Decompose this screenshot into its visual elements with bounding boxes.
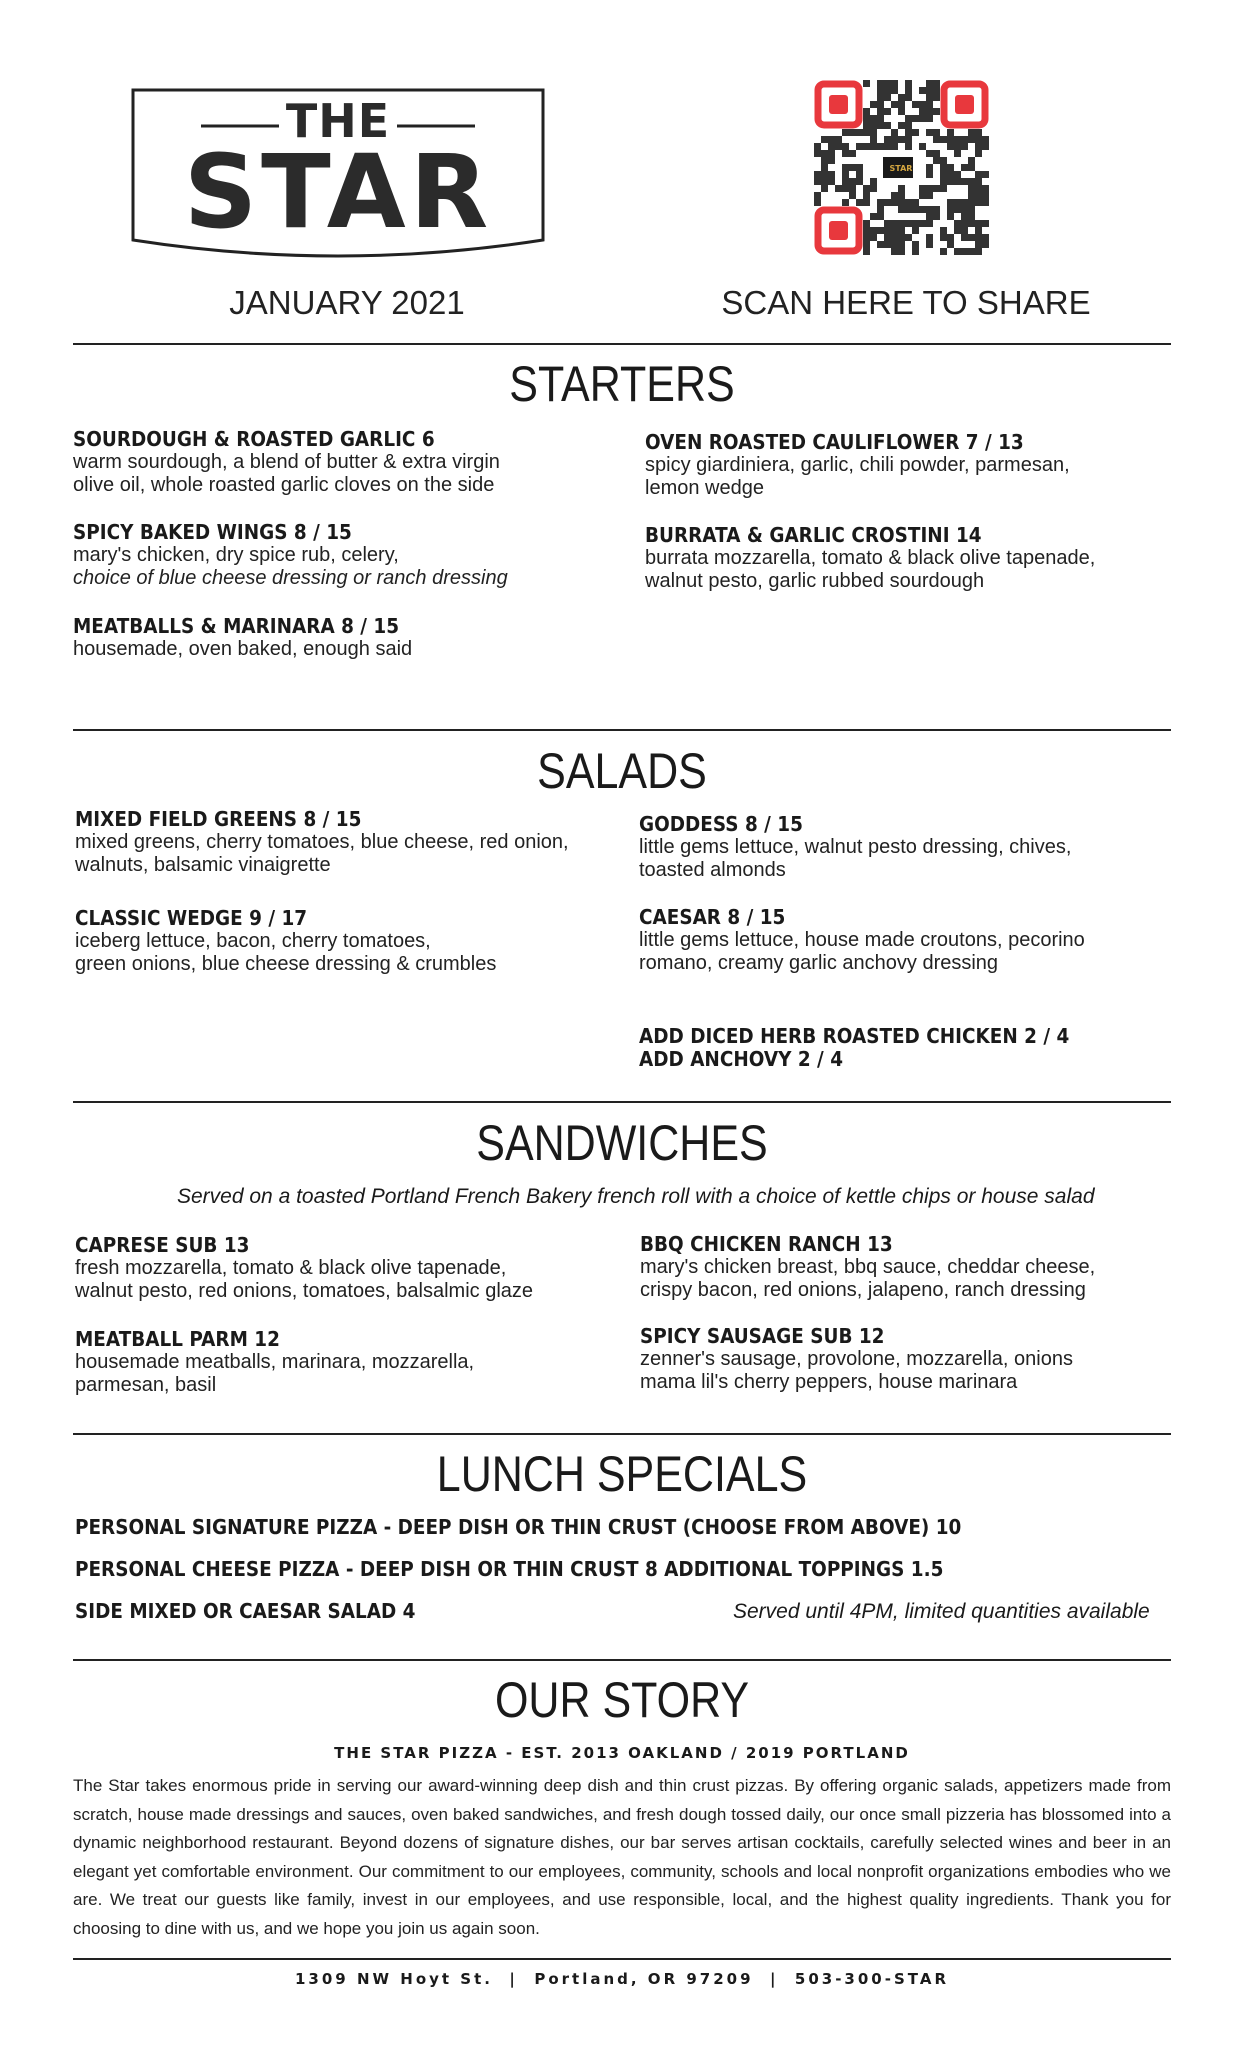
- menu-item: [73, 427, 613, 497]
- menu-item: [73, 614, 613, 661]
- item-name: BBQ CHICKEN RANCH 13: [640, 1232, 893, 1256]
- special-line: PERSONAL SIGNATURE PIZZA - DEEP DISH OR THIN CRUST (CHOOSE FROM ABOVE) 10: [75, 1515, 962, 1539]
- divider: [73, 1101, 1171, 1103]
- item-name: OVEN ROASTED CAULIFLOWER 7 / 13: [645, 430, 1024, 454]
- divider: [73, 343, 1171, 345]
- menu-item: [640, 1324, 1180, 1394]
- addon-chicken: ADD DICED HERB ROASTED CHICKEN 2 / 4: [639, 1024, 1070, 1048]
- lunch-note: Served until 4PM, limited quantities available: [733, 1600, 1150, 1623]
- logo-star: STAR: [183, 133, 493, 252]
- item-desc: fresh mozzarella, tomato & black olive tapenade, walnut pesto, red onions, tomatoes, balsalmic glaze: [75, 1257, 534, 1302]
- menu-item: [75, 1233, 615, 1303]
- footer-contact: 1309 NW Hoyt St. | Portland, OR 97209 | 503-300-STAR: [294, 1970, 949, 1988]
- item-desc: warm sourdough, a blend of butter & extra virgin olive oil, whole roasted garlic cloves on the side: [73, 451, 500, 496]
- menu-item: [75, 1327, 615, 1397]
- item-desc: housemade meatballs, marinara, mozzarella, parmesan, basil: [75, 1351, 475, 1396]
- qr-caption: SCAN HERE TO SHARE: [721, 284, 1091, 321]
- qr-center-label: STAR: [889, 164, 913, 173]
- item-name: CAESAR 8 / 15: [639, 905, 786, 929]
- sandwich-note: Served on a toasted Portland French Bakery french roll with a choice of kettle chips or house salad: [177, 1185, 1095, 1208]
- section-title-story: OUR STORY: [494, 1672, 750, 1728]
- menu-item: [73, 520, 613, 590]
- item-desc-italic: choice of blue cheese dressing or ranch dressing: [73, 567, 508, 589]
- item-desc: mary's chicken, dry spice rub, celery,: [73, 544, 399, 566]
- item-name: SOURDOUGH & ROASTED GARLIC 6: [73, 427, 435, 451]
- divider: [73, 1433, 1171, 1435]
- divider: [73, 729, 1171, 731]
- divider: [73, 1659, 1171, 1661]
- divider: [73, 1958, 1171, 1960]
- item-name: MIXED FIELD GREENS 8 / 15: [75, 807, 362, 831]
- item-desc: mixed greens, cherry tomatoes, blue cheese, red onion, walnuts, balsamic vinaigrette: [75, 831, 569, 876]
- menu-item: [645, 523, 1185, 593]
- item-desc: burrata mozzarella, tomato & black olive tapenade, walnut pesto, garlic rubbed sourdough: [645, 547, 1096, 592]
- menu-item: [75, 906, 615, 976]
- special-line: SIDE MIXED OR CAESAR SALAD 4: [75, 1599, 416, 1623]
- item-name: CAPRESE SUB 13: [75, 1233, 250, 1257]
- menu-item: [639, 905, 1179, 975]
- special-line: PERSONAL CHEESE PIZZA - DEEP DISH OR THIN CRUST 8 ADDITIONAL TOPPINGS 1.5: [75, 1557, 944, 1581]
- item-name: MEATBALLS & MARINARA 8 / 15: [73, 614, 400, 638]
- section-title-sandwiches: SANDWICHES: [476, 1115, 768, 1171]
- item-desc: housemade, oven baked, enough said: [73, 638, 413, 660]
- menu-item: [75, 807, 615, 877]
- item-name: SPICY SAUSAGE SUB 12: [640, 1324, 885, 1348]
- item-desc: little gems lettuce, walnut pesto dressing, chives, toasted almonds: [639, 836, 1072, 881]
- logo-the: THE: [285, 94, 391, 148]
- logo: [131, 88, 545, 260]
- menu-item: [640, 1232, 1180, 1302]
- item-name: CLASSIC WEDGE 9 / 17: [75, 906, 308, 930]
- item-desc: zenner's sausage, provolone, mozzarella, onions mama lil's cherry peppers, house marinara: [640, 1348, 1073, 1393]
- addon-anchovy: ADD ANCHOVY 2 / 4: [639, 1047, 843, 1071]
- item-name: GODDESS 8 / 15: [639, 812, 803, 836]
- menu-item: [639, 812, 1179, 882]
- item-name: BURRATA & GARLIC CROSTINI 14: [645, 523, 982, 547]
- menu-date: JANUARY 2021: [229, 284, 465, 321]
- menu-item: [645, 430, 1185, 500]
- section-title-starters: STARTERS: [509, 356, 735, 412]
- section-title-salads: SALADS: [537, 743, 707, 799]
- story-subtitle: THE STAR PIZZA - EST. 2013 OAKLAND / 2019 PORTLAND: [334, 1744, 910, 1762]
- qr-code[interactable]: [814, 80, 989, 260]
- item-desc: spicy giardiniera, garlic, chili powder, parmesan, lemon wedge: [645, 454, 1070, 499]
- item-desc: little gems lettuce, house made croutons, pecorino romano, creamy garlic anchovy dressing: [639, 929, 1085, 974]
- story-body: The Star takes enormous pride in serving our award-winning deep dish and thin crust pizzas. By offering organic salads, appetizers made from scratch, house made dressings and sauces, oven baked sandwiches, and fresh dough tossed daily, our once small pizzeria has blossomed into a dynamic neighborhood restaurant. Beyond dozens of signature dishes, our bar serves artisan cocktails, carefully selected wines and beer in an elegant yet comfortable environment. Our commitment to our employees, community, schools and local nonprofit organizations embodies who we are. We treat our guests like family, invest in our employees, and use responsible, local, and the highest quality ingredients. Thank you for choosing to dine with us, and we hope you join us again soon.: [73, 1776, 1171, 1938]
- item-name: SPICY BAKED WINGS 8 / 15: [73, 520, 352, 544]
- section-title-lunch: LUNCH SPECIALS: [436, 1446, 808, 1502]
- item-name: MEATBALL PARM 12: [75, 1327, 280, 1351]
- item-desc: iceberg lettuce, bacon, cherry tomatoes, green onions, blue cheese dressing & crumbles: [75, 930, 497, 975]
- item-desc: mary's chicken breast, bbq sauce, cheddar cheese, crispy bacon, red onions, jalapeno, ranch dressing: [640, 1256, 1096, 1301]
